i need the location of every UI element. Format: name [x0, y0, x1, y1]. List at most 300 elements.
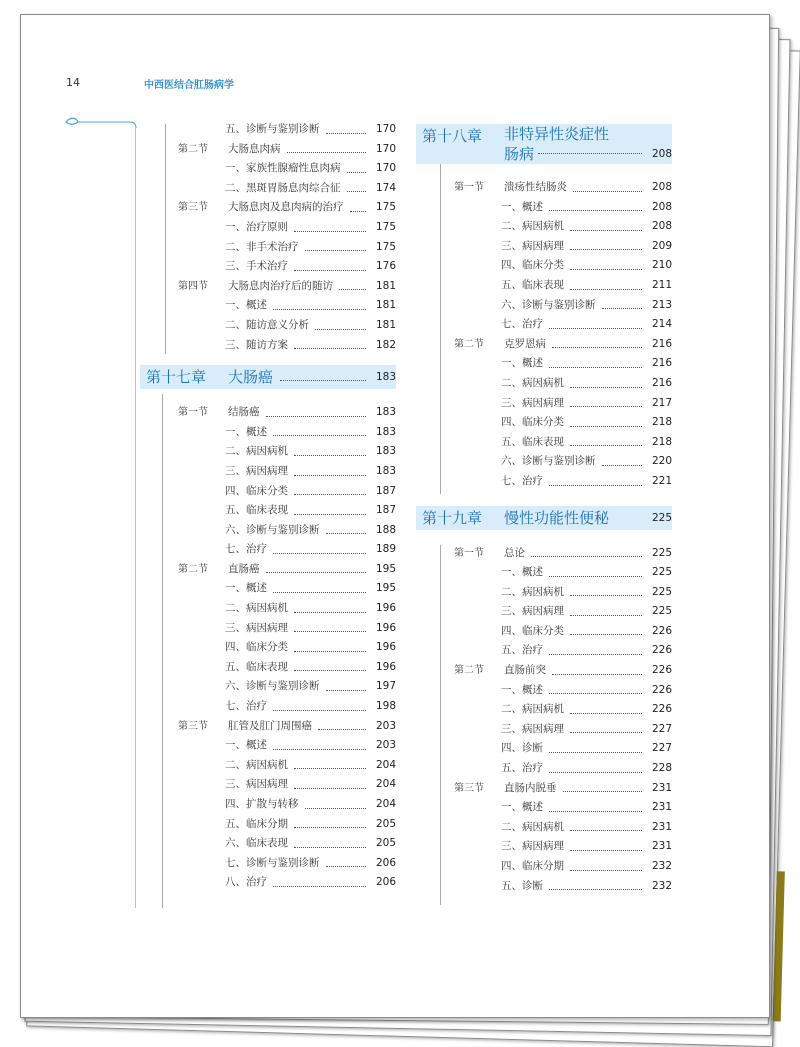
page-edge-accent	[773, 871, 785, 1021]
page-reference: 226	[651, 644, 672, 657]
toc-item-row[interactable]	[140, 159, 396, 179]
leader-dots	[294, 847, 366, 848]
toc-entry-label: 二、病因病机	[225, 602, 288, 615]
toc-entry-label: 四、临床分期	[501, 860, 564, 872]
section-number: 第二节	[454, 665, 484, 677]
page-reference: 216	[651, 337, 672, 350]
toc-item-row[interactable]	[416, 877, 672, 897]
toc-entry-label: 一、概述	[225, 299, 267, 312]
toc-section-row[interactable]	[140, 717, 396, 737]
page-reference: 231	[651, 820, 672, 833]
toc-entry-label: 五、治疗	[501, 644, 543, 657]
page-reference: 225	[651, 605, 672, 618]
toc-item-row[interactable]	[140, 736, 396, 756]
leader-dots	[549, 693, 642, 694]
section-number: 第三节	[454, 782, 484, 794]
toc-item-row[interactable]	[140, 336, 396, 356]
page-reference: 197	[375, 680, 396, 693]
toc-item-row[interactable]	[140, 756, 396, 776]
section-number: 第二节	[178, 143, 208, 155]
chapter-page: 208	[651, 148, 672, 160]
toc-entry-label: 二、随访意义分析	[225, 318, 309, 331]
toc-section-row[interactable]	[416, 779, 672, 799]
leader-dots	[549, 654, 642, 655]
leader-dots	[326, 533, 366, 534]
leader-dots	[294, 612, 366, 613]
section-number: 第二节	[454, 338, 484, 350]
chapter-number: 第十九章	[422, 508, 483, 527]
section-number: 第四节	[178, 280, 208, 292]
toc-item-row[interactable]	[416, 739, 672, 759]
page-reference: 221	[651, 474, 672, 487]
page-reference: 226	[651, 703, 672, 716]
toc-entry-label: 一、概述	[501, 566, 543, 579]
leader-dots	[294, 231, 366, 232]
leader-dots	[305, 808, 366, 809]
page-reference: 183	[375, 464, 396, 477]
toc-item-row[interactable]	[416, 276, 672, 296]
toc-section-row[interactable]	[416, 178, 672, 198]
section-number: 第三节	[178, 202, 208, 214]
toc-item-row[interactable]	[416, 622, 672, 642]
toc-entry-label: 三、手术治疗	[225, 260, 288, 273]
leader-dots	[326, 690, 366, 691]
leader-dots	[549, 811, 642, 812]
page-reference: 232	[651, 860, 672, 872]
toc-entry-label: 二、病因病机	[501, 376, 564, 389]
toc-entry-label: 三、病因病理	[225, 621, 288, 634]
toc-item-row[interactable]	[140, 257, 396, 277]
page-reference: 218	[651, 416, 672, 429]
leader-dots	[570, 830, 642, 831]
leader-dots	[339, 289, 366, 290]
page-reference: 196	[375, 602, 396, 615]
toc-section-row[interactable]	[140, 560, 396, 580]
leader-dots	[570, 406, 642, 407]
toc-list	[140, 403, 396, 893]
leader-dots	[570, 850, 642, 851]
page-reference: 204	[375, 778, 396, 791]
leader-dots	[570, 870, 642, 871]
toc-entry-label: 八、治疗	[225, 876, 267, 889]
leader-dots	[531, 556, 642, 557]
leader-dots	[273, 592, 366, 593]
toc-item-row[interactable]	[416, 700, 672, 720]
toc-entry-label: 二、病因病机	[225, 445, 288, 458]
page-reference: 225	[651, 546, 672, 559]
toc-entry-label: 七、治疗	[501, 318, 543, 331]
toc-item-row[interactable]	[140, 521, 396, 541]
page-reference: 208	[651, 181, 672, 193]
toc-item-row[interactable]	[416, 217, 672, 237]
toc-item-row[interactable]	[140, 501, 396, 521]
page-reference: 170	[375, 123, 396, 135]
page-reference: 226	[651, 664, 672, 677]
toc-entry-label: 四、临床分类	[225, 641, 288, 654]
leader-dots	[287, 152, 366, 153]
toc-left-column	[140, 120, 396, 893]
section-number: 第二节	[178, 563, 208, 575]
toc-item-row[interactable]	[140, 795, 396, 815]
toc-item-row[interactable]	[140, 482, 396, 502]
toc-item-row[interactable]	[140, 599, 396, 619]
leader-dots	[326, 866, 366, 867]
toc-item-row[interactable]	[140, 462, 396, 482]
toc-entry-label: 三、病因病理	[225, 778, 288, 791]
leader-dots	[273, 710, 366, 711]
leader-dots	[563, 791, 642, 792]
toc-entry-label: 二、非手术治疗	[225, 240, 299, 253]
toc-item-row[interactable]	[416, 759, 672, 779]
toc-section-row[interactable]	[416, 661, 672, 681]
leader-dots	[552, 674, 642, 675]
toc-entry-label: 一、概述	[501, 801, 543, 814]
leader-dots	[549, 328, 642, 329]
toc-item-row[interactable]	[416, 198, 672, 218]
toc-item-row[interactable]	[416, 837, 672, 857]
toc-right-column	[416, 120, 672, 896]
leader-dots	[570, 634, 642, 635]
page-reference: 226	[651, 624, 672, 637]
toc-entry-label: 二、病因病机	[501, 220, 564, 233]
toc-entry-label: 一、概述	[501, 357, 543, 370]
toc-entry-label: 六、临床表现	[225, 837, 288, 850]
leader-dots	[549, 576, 642, 577]
chapter-heading[interactable]	[416, 506, 672, 530]
leader-dots	[294, 475, 366, 476]
page-reference: 203	[375, 719, 396, 732]
page-reference: 208	[651, 200, 672, 213]
toc-entry-label: 一、概述	[501, 683, 543, 696]
page-reference: 205	[375, 817, 396, 830]
toc-item-row[interactable]	[416, 433, 672, 453]
leader-dots	[549, 367, 642, 368]
toc-entry-label: 直肠前突	[504, 664, 546, 677]
toc-entry-label: 一、概述	[501, 200, 543, 213]
leader-dots	[549, 772, 642, 773]
page-reference: 183	[375, 425, 396, 438]
margin-rule	[135, 128, 136, 908]
page-reference: 183	[375, 445, 396, 458]
toc-entry-label: 二、病因病机	[501, 820, 564, 833]
leader-dots	[549, 485, 642, 486]
page-reference: 189	[375, 543, 396, 556]
toc-entry-label: 六、诊断与鉴别诊断	[225, 523, 320, 536]
page-reference: 183	[375, 406, 396, 419]
toc-item-row[interactable]	[140, 316, 396, 336]
toc-item-row[interactable]	[140, 697, 396, 717]
toc-item-row[interactable]	[416, 354, 672, 374]
toc-list	[416, 544, 672, 897]
chapter-title: 非特异性炎症性	[504, 125, 610, 143]
page-reference: 204	[375, 798, 396, 810]
toc-item-row[interactable]	[140, 854, 396, 874]
chapter-number: 第十八章	[422, 127, 483, 145]
leader-dots	[549, 889, 642, 890]
leader-dots	[273, 309, 366, 310]
toc-item-row[interactable]	[140, 873, 396, 893]
toc-entry-label: 二、黑斑胃肠息肉综合征	[225, 181, 341, 194]
leader-dots	[549, 210, 642, 211]
page-reference: 226	[651, 683, 672, 696]
toc-item-row[interactable]	[416, 374, 672, 394]
page-reference: 188	[375, 523, 396, 536]
section-number: 第一节	[454, 182, 484, 193]
page-reference: 231	[651, 781, 672, 794]
toc-entry-label: 四、临床分类	[225, 484, 288, 497]
page-reference: 206	[375, 876, 396, 889]
toc-entry-label: 总论	[504, 546, 525, 559]
page-reference: 187	[375, 484, 396, 497]
page-reference: 206	[375, 856, 396, 869]
toc-section-row[interactable]	[140, 403, 396, 423]
toc-entry-label: 五、治疗	[501, 762, 543, 775]
leader-dots	[273, 435, 366, 436]
leader-dots	[294, 631, 366, 632]
toc-item-row[interactable]	[140, 815, 396, 835]
toc-entry-label: 五、临床表现	[501, 278, 564, 291]
leader-dots	[294, 514, 366, 515]
toc-entry-label: 七、治疗	[501, 474, 543, 487]
leader-dots	[570, 426, 642, 427]
leader-dots	[570, 615, 642, 616]
page-reference: 225	[651, 585, 672, 598]
toc-item-row[interactable]	[140, 218, 396, 238]
page-reference: 204	[375, 758, 396, 771]
page-reference: 176	[375, 260, 396, 273]
toc-item-row[interactable]	[140, 658, 396, 678]
toc-entry-label: 五、临床表现	[501, 435, 564, 448]
page-reference: 175	[375, 201, 396, 214]
page-reference: 214	[651, 318, 672, 331]
leader-dots	[573, 191, 642, 192]
page-reference: 196	[375, 660, 396, 673]
chapter-title-line2: 肠病	[504, 145, 535, 163]
leader-dots	[273, 749, 366, 750]
toc-item-row[interactable]	[416, 452, 672, 472]
section-number: 第三节	[178, 720, 208, 732]
page-reference: 217	[651, 396, 672, 409]
toc-list	[140, 120, 396, 355]
page-reference: 181	[375, 318, 396, 331]
toc-entry-label: 三、病因病理	[501, 396, 564, 409]
toc-entry-label: 六、诊断与鉴别诊断	[225, 680, 320, 693]
toc-section-row[interactable]	[140, 140, 396, 160]
chapter-heading[interactable]	[140, 365, 396, 389]
toc-entry-label: 五、临床表现	[225, 660, 288, 673]
chapter-page: 225	[651, 511, 672, 524]
page-reference: 211	[651, 278, 672, 291]
toc-entry-label: 二、病因病机	[225, 758, 288, 771]
page-reference: 187	[375, 504, 396, 517]
toc-item-row[interactable]	[416, 641, 672, 661]
leader-dots	[294, 494, 366, 495]
toc-section-row[interactable]	[140, 277, 396, 297]
toc-entry-label: 四、诊断	[501, 742, 543, 755]
leader-dots	[602, 465, 642, 466]
toc-item-row[interactable]	[416, 857, 672, 877]
section-number: 第一节	[454, 547, 484, 559]
toc-item-row[interactable]	[140, 677, 396, 697]
leader-dots	[294, 270, 366, 271]
toc-entry-label: 克罗恩病	[504, 337, 546, 350]
leader-dots	[318, 729, 366, 730]
leader-dots	[602, 308, 642, 309]
leader-dots	[294, 788, 366, 789]
leader-dots	[570, 387, 642, 388]
toc-entry-label: 一、治疗原则	[225, 220, 288, 233]
toc-entry-label: 五、临床分期	[225, 817, 288, 830]
page-reference: 198	[375, 700, 396, 713]
toc-entry-label: 肛管及肛门周围癌	[228, 719, 312, 732]
leader-dots	[570, 230, 642, 231]
page-reference: 182	[375, 338, 396, 351]
toc-section-row[interactable]	[416, 544, 672, 564]
toc-section-row[interactable]	[416, 335, 672, 355]
leader-dots	[273, 553, 366, 554]
toc-item-row[interactable]	[140, 179, 396, 199]
toc-item-row[interactable]	[140, 120, 396, 140]
toc-item-row[interactable]	[140, 540, 396, 560]
page-reference: 220	[651, 455, 672, 468]
toc-item-row[interactable]	[416, 563, 672, 583]
page-reference: 231	[651, 840, 672, 853]
toc-item-row[interactable]	[140, 238, 396, 258]
leader-dots	[549, 752, 642, 753]
toc-entry-label: 六、诊断与鉴别诊断	[501, 298, 596, 311]
toc-entry-label: 一、概述	[225, 425, 267, 438]
toc-item-row[interactable]	[140, 834, 396, 854]
toc-entry-label: 溃疡性结肠炎	[504, 181, 567, 193]
chapter-page: 183	[375, 371, 396, 384]
toc-item-row[interactable]	[140, 775, 396, 795]
toc-entry-label: 三、病因病理	[501, 840, 564, 853]
toc-entry-label: 大肠息肉治疗后的随访	[228, 279, 333, 292]
leader-dots	[350, 211, 366, 212]
leader-dots	[294, 348, 366, 349]
toc-entry-label: 五、诊断	[501, 879, 543, 892]
leader-dots	[570, 249, 642, 250]
toc-entry-label: 大肠息肉及息肉病的治疗	[228, 201, 344, 214]
toc-item-row[interactable]	[140, 423, 396, 443]
toc-entry-label: 六、诊断与鉴别诊断	[501, 455, 596, 468]
page-reference: 181	[375, 299, 396, 312]
toc-entry-label: 一、概述	[225, 582, 267, 595]
leader-dots	[294, 651, 366, 652]
leader-dots	[280, 380, 366, 381]
page-reference: 195	[375, 582, 396, 595]
toc-item-row[interactable]	[416, 256, 672, 276]
page-reference: 196	[375, 641, 396, 654]
toc-item-row[interactable]	[416, 720, 672, 740]
page-reference: 181	[375, 279, 396, 292]
toc-entry-label: 五、临床表现	[225, 504, 288, 517]
toc-item-row[interactable]	[416, 237, 672, 257]
page-reference: 209	[651, 239, 672, 252]
toc-entry-label: 四、临床分类	[501, 259, 564, 272]
toc-item-row[interactable]	[416, 296, 672, 316]
page-reference: 175	[375, 220, 396, 233]
toc-item-row[interactable]	[140, 638, 396, 658]
toc-entry-label: 三、病因病理	[225, 464, 288, 477]
leader-dots	[552, 347, 642, 348]
leaf-ornament-icon	[60, 114, 140, 134]
page-reference: 210	[651, 259, 672, 272]
leader-dots	[305, 250, 366, 251]
chapter-heading[interactable]	[416, 124, 672, 164]
toc-item-row[interactable]	[416, 583, 672, 603]
page-reference: 208	[651, 220, 672, 233]
toc-entry-label: 二、病因病机	[501, 585, 564, 598]
page-number: 14	[66, 76, 80, 89]
page-reference: 195	[375, 562, 396, 575]
leader-dots	[570, 269, 642, 270]
toc-entry-label: 一、家族性腺瘤性息肉病	[225, 162, 341, 175]
toc-item-row[interactable]	[416, 472, 672, 492]
page-reference: 203	[375, 739, 396, 752]
toc-item-row[interactable]	[416, 818, 672, 838]
leader-dots	[266, 572, 366, 573]
page-reference: 174	[375, 181, 396, 194]
toc-entry-label: 三、随访方案	[225, 338, 288, 351]
leader-dots	[294, 768, 366, 769]
leader-dots	[326, 133, 366, 134]
leader-dots	[294, 827, 366, 828]
toc-entry-label: 三、病因病理	[501, 722, 564, 735]
toc-item-row[interactable]	[416, 602, 672, 622]
leader-dots	[570, 713, 642, 714]
page-reference: 218	[651, 435, 672, 448]
page-reference: 227	[651, 742, 672, 755]
toc-entry-label: 二、病因病机	[501, 703, 564, 716]
toc-item-row[interactable]	[416, 681, 672, 701]
leader-dots	[294, 670, 366, 671]
page-reference: 213	[651, 298, 672, 311]
toc-item-row[interactable]	[140, 619, 396, 639]
toc-item-row[interactable]	[416, 798, 672, 818]
toc-item-row[interactable]	[416, 394, 672, 414]
toc-entry-label: 四、扩散与转移	[225, 798, 299, 810]
toc-entry-label: 四、临床分类	[501, 624, 564, 637]
leader-dots	[538, 153, 642, 154]
toc-entry-label: 三、病因病理	[501, 239, 564, 252]
page-reference: 231	[651, 801, 672, 814]
leader-dots	[570, 445, 642, 446]
toc-entry-label: 大肠息肉病	[228, 142, 281, 155]
toc-entry-label: 四、临床分类	[501, 416, 564, 429]
chapter-number: 第十七章	[146, 368, 207, 387]
toc-entry-label: 七、治疗	[225, 543, 267, 556]
leader-dots	[347, 172, 366, 173]
toc-item-row[interactable]	[416, 413, 672, 433]
page-reference: 216	[651, 357, 672, 370]
toc-item-row[interactable]	[140, 442, 396, 462]
toc-entry-label: 三、病因病理	[501, 605, 564, 618]
toc-item-row[interactable]	[140, 579, 396, 599]
leader-dots	[294, 455, 366, 456]
toc-entry-label: 七、治疗	[225, 700, 267, 713]
leader-dots	[347, 191, 366, 192]
page-reference: 228	[651, 762, 672, 775]
toc-section-row[interactable]	[140, 198, 396, 218]
page-reference: 205	[375, 837, 396, 850]
chapter-title: 慢性功能性便秘	[504, 508, 610, 527]
book-title: 中西医结合肛肠病学	[144, 80, 234, 91]
leader-dots	[570, 732, 642, 733]
toc-item-row[interactable]	[416, 315, 672, 335]
toc-entry-label: 七、诊断与鉴别诊断	[225, 856, 320, 869]
toc-item-row[interactable]	[140, 296, 396, 316]
